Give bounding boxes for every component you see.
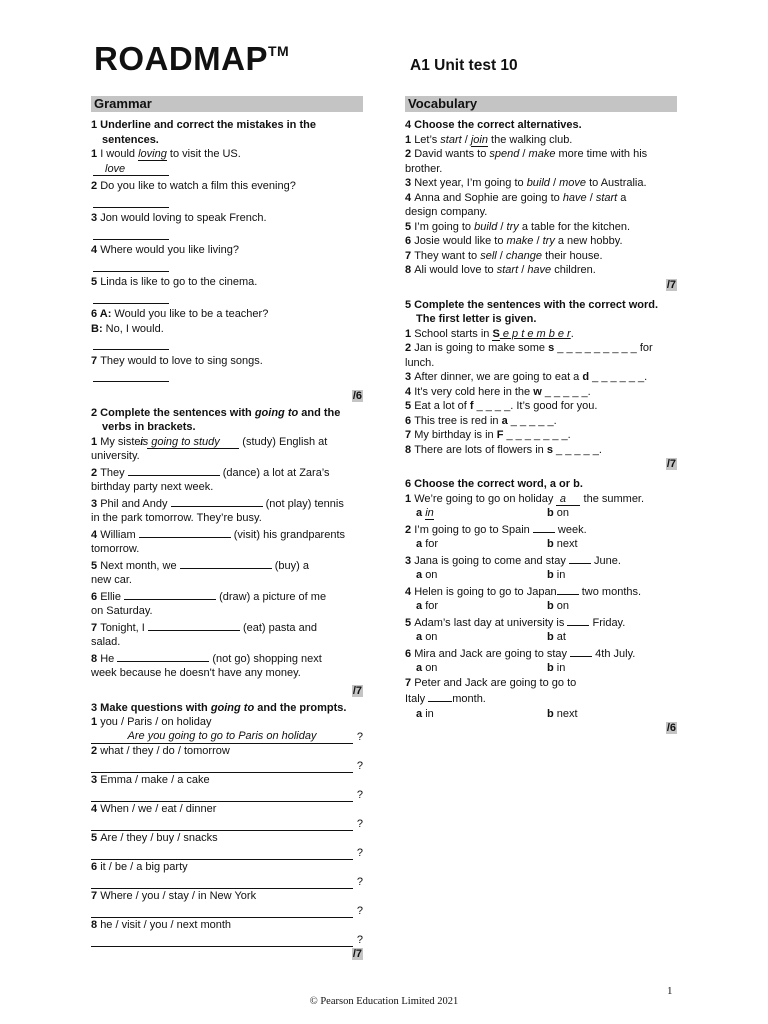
- exercise-6-item-cont: Italy month.: [405, 690, 677, 707]
- answer-blank: [93, 291, 169, 304]
- exercise-6-item: 7 Peter and Jack are going to go to: [405, 676, 577, 689]
- exercise-3-prompt: 7 Where / you / stay / in New York: [91, 890, 257, 902]
- option-b-label: b: [547, 507, 557, 519]
- answer-line: [91, 290, 363, 305]
- answer-line: [91, 226, 363, 241]
- options-row: [405, 630, 677, 645]
- option-b-text: next: [556, 707, 578, 720]
- item-number: 7: [91, 621, 101, 634]
- item-number: 2: [91, 466, 101, 479]
- exercise-1-title: 1 Underline and correct the mistakes in the sentences.: [91, 119, 316, 146]
- item-number: 1: [91, 435, 101, 448]
- fill-blank: [567, 614, 589, 626]
- fill-blank: [570, 645, 592, 657]
- exercise-4-item: 1 Let’s start / join the walking club.: [405, 133, 573, 146]
- answer-blank: [91, 817, 353, 831]
- answer-blank: [93, 369, 169, 382]
- fill-blank: [557, 583, 579, 595]
- option-b: [547, 568, 565, 583]
- exercise-4-item: 5 I’m going to build / try a table for the kitchen.: [405, 220, 631, 233]
- item-number: 4: [91, 244, 101, 256]
- exercise-1-item: [91, 147, 363, 176]
- exercise-4-item-cont: brother.: [405, 162, 443, 175]
- question-mark: ?: [356, 875, 363, 888]
- option-b-label: b: [547, 707, 557, 720]
- item-number: 1: [91, 716, 101, 728]
- first-letter: d: [582, 371, 590, 383]
- exercise-2-item: 6 Ellie (draw) a picture of me: [91, 588, 363, 605]
- item-number: 3: [91, 774, 101, 786]
- question-mark: ?: [356, 904, 363, 917]
- item-number: 3: [405, 554, 415, 567]
- exercise-2-item-cont: tomorrow.: [91, 543, 140, 555]
- fill-blank: [139, 526, 231, 538]
- answer-line: [91, 846, 363, 861]
- item-number: 8: [405, 443, 415, 456]
- first-letter: S: [492, 327, 500, 340]
- exercise-2-item-cont: on Saturday.: [91, 605, 153, 617]
- option-b-label: b: [547, 631, 557, 643]
- exercise-3-prompt: 8 he / visit / you / next month: [91, 919, 232, 931]
- item-number: 5: [91, 559, 101, 572]
- answer-line: [91, 258, 363, 273]
- exercise-5-item: 2 Jan is going to make some s _ _ _ _ _ _ _ _ _ for: [405, 342, 653, 354]
- answer-line: [91, 194, 363, 209]
- copyright-footer: © Pearson Education Limited 2021: [309, 996, 459, 1007]
- answer-line: [91, 336, 363, 351]
- question-mark: ?: [356, 846, 363, 859]
- option-b: [547, 537, 578, 552]
- alternative-b: make: [528, 148, 556, 160]
- answer-line: [91, 730, 363, 745]
- page-number: 1: [667, 985, 673, 997]
- exercise-1-item: [91, 243, 363, 272]
- fill-blank: [148, 619, 240, 631]
- first-letter: F: [496, 429, 504, 441]
- alternative-b: change: [505, 249, 543, 262]
- exercise-2-item-cont: university.: [91, 450, 140, 462]
- question-text: 2 Do you like to watch a film this evening?: [91, 180, 296, 192]
- exercise-4-item: 7 They want to sell / change their house.: [405, 249, 603, 262]
- roadmap-logo: ROADMAP™: [94, 40, 290, 77]
- alternative-b: move: [559, 177, 587, 189]
- option-a: [416, 707, 547, 722]
- item-number: 6: [405, 414, 415, 427]
- letter-blanks: _ _ _ _ _ _: [589, 371, 645, 383]
- fill-blank: [533, 521, 555, 533]
- answer-text: B: No, I would.: [91, 322, 164, 335]
- option-a: [416, 630, 547, 645]
- item-number: 3: [91, 497, 101, 510]
- exercise-4-item: 3 Next year, I’m going to build / move to Australia.: [405, 177, 647, 189]
- item-number: 2: [405, 342, 415, 354]
- option-b: [547, 661, 565, 676]
- option-b-text: on: [556, 507, 570, 519]
- question-text: 6 A: Would you like to be a teacher?: [91, 308, 269, 320]
- letter-blanks: _ _ _ _: [473, 400, 511, 412]
- exercise-4-item: 2 David wants to spend / make more time with his: [405, 148, 648, 160]
- exercise-2-item: 1 My sister is going to study (study) English at: [91, 435, 328, 448]
- exercise-2-item: 8 He (not go) shopping next: [91, 650, 363, 667]
- option-a-text: in: [425, 507, 434, 519]
- exercise-2-item-cont: week because he doesn't have any money.: [91, 667, 301, 679]
- item-number: 8: [91, 919, 101, 931]
- grammar-column: [91, 96, 363, 961]
- unit-title: A1 Unit test 10: [410, 57, 518, 74]
- alternative-a: make: [506, 235, 534, 247]
- exercise-6-item: 4 Helen is going to go to Japan two months.: [405, 583, 677, 600]
- exercise-1-item: [91, 179, 363, 208]
- item-number: 6: [91, 861, 101, 873]
- first-letter: f: [469, 400, 474, 412]
- item-number: 7: [91, 890, 101, 902]
- score-box: [405, 721, 677, 735]
- options-row: [405, 506, 677, 521]
- exercise-5-item: 8 There are lots of flowers in s _ _ _ _ _.: [405, 443, 602, 456]
- options-row: [405, 707, 677, 722]
- exercise-5-item: 1 School starts in S e p t e m b e r.: [405, 327, 574, 340]
- answer-blank: [91, 904, 353, 918]
- option-a-label: a: [416, 600, 426, 612]
- letter-blanks: _ _ _ _ _: [552, 443, 599, 456]
- exercise-1-item: [91, 211, 363, 240]
- first-letter: a: [501, 414, 508, 427]
- exercise-4-item: 8 Ali would love to start / have children.: [405, 264, 596, 276]
- option-a-text: on: [425, 662, 438, 674]
- option-a-text: for: [425, 538, 439, 550]
- exercise-4-item: 6 Josie would like to make / try a new hobby.: [405, 235, 623, 247]
- exercise-1-item: [91, 307, 363, 351]
- title-emphasis: going to: [210, 701, 255, 714]
- exercise-5-item: 4 It’s very cold here in the w _ _ _ _ _.: [405, 385, 591, 398]
- option-b-label: b: [547, 538, 557, 550]
- item-number: 1: [405, 327, 415, 340]
- option-a-label: a: [416, 662, 426, 674]
- alternative-a: build: [474, 220, 498, 233]
- answer-blank: [93, 195, 169, 208]
- item-number: 7: [405, 429, 415, 441]
- option-b-text: in: [556, 662, 566, 674]
- score-box: [405, 278, 677, 292]
- alternative-a: sell: [480, 249, 497, 262]
- exercise-3-prompt: 1 you / Paris / on holiday: [91, 716, 212, 728]
- fill-blank: [128, 464, 220, 476]
- answer-blank: [91, 875, 353, 889]
- option-b: [547, 506, 569, 521]
- alternative-a: spend: [489, 148, 520, 160]
- alternative-b: try: [506, 220, 519, 233]
- exercise-5-item-cont: lunch.: [405, 356, 435, 369]
- exercise-4-title: 4 Choose the correct alternatives.: [405, 119, 582, 131]
- exercise-2-item-cont: birthday party next week.: [91, 481, 214, 493]
- exercise-2-item-cont: in the park tomorrow. They’re busy.: [91, 512, 262, 524]
- question-text: 4 Where would you like living?: [91, 244, 239, 256]
- option-a-text: on: [425, 569, 438, 581]
- exercise-3-prompt: 2 what / they / do / tomorrow: [91, 745, 230, 757]
- item-number: 4: [405, 585, 415, 598]
- exercise-3-prompt: 4 When / we / eat / dinner: [91, 803, 217, 815]
- option-a: [416, 599, 547, 614]
- item-number: 8: [405, 264, 415, 276]
- fill-blank: [569, 552, 591, 564]
- item-number: 4: [405, 385, 415, 398]
- exercise-6-title: 6 Choose the correct word, a or b.: [405, 478, 583, 490]
- options-row: [405, 599, 677, 614]
- item-number: 5: [405, 616, 415, 629]
- item-number: 6: [91, 590, 101, 603]
- exercise-6-item: 2 I’m going to go to Spain week.: [405, 521, 677, 538]
- item-number: 3: [91, 212, 101, 224]
- option-a-label: a: [416, 538, 426, 550]
- question-text: 3 Jon would loving to speak French.: [91, 212, 267, 224]
- item-number: 2: [405, 148, 415, 160]
- question-text: 5 Linda is like to go to the cinema.: [91, 276, 258, 288]
- exercise-2-title: 2 Complete the sentences with going to and the verbs in brackets.: [91, 406, 341, 433]
- options-row: [405, 568, 677, 583]
- exercise-4-item: 4 Anna and Sophie are going to have / start a: [405, 191, 627, 204]
- letter-blanks: _ _ _ _ _ _ _: [503, 429, 568, 441]
- exercise-2-item-cont: salad.: [91, 636, 121, 648]
- answer-line: [91, 904, 363, 919]
- alternative-a: have: [562, 191, 587, 204]
- exercise-6-item: 5 Adam’s last day at university is Friday.: [405, 614, 677, 631]
- answer-blank: [93, 227, 169, 240]
- answer-blank: [91, 933, 353, 947]
- item-number: 1: [91, 148, 101, 160]
- options-row: [405, 537, 677, 552]
- option-b-label: b: [547, 662, 557, 674]
- alternative-b: have: [527, 264, 552, 276]
- answer-blank: [91, 846, 353, 860]
- score-box: [405, 457, 677, 471]
- answer-line: [91, 162, 363, 177]
- alternative-a: start: [496, 264, 519, 276]
- exercise-2-item: 7 Tonight, I (eat) pasta and: [91, 619, 363, 636]
- speaker-b: B:: [91, 322, 103, 335]
- exercise-3-title: 3 Make questions with going to and the prompts.: [91, 701, 347, 714]
- first-letter: s: [546, 443, 553, 456]
- question-mark: ?: [356, 817, 363, 830]
- alternative-b: join: [470, 133, 488, 146]
- fill-answer: a: [559, 492, 567, 505]
- question-text: 1 I would loving to visit the US.: [91, 148, 241, 160]
- item-number: 4: [405, 191, 415, 204]
- speaker-a: A:: [99, 308, 112, 320]
- question-mark: ?: [356, 730, 363, 743]
- item-number: 1: [405, 492, 415, 505]
- score-value: /7: [666, 278, 676, 291]
- exercise-6-item: 6 Mira and Jack are going to stay 4th July.: [405, 645, 677, 662]
- options-row: [405, 661, 677, 676]
- item-number: 3: [405, 177, 415, 189]
- option-a-label: a: [416, 707, 426, 720]
- score-box: [91, 389, 363, 403]
- option-a: [416, 661, 547, 676]
- exercise-2-item: 4 William (visit) his grandparents: [91, 526, 363, 543]
- item-number: 5: [405, 400, 415, 412]
- exercise-5-item: 5 Eat a lot of f _ _ _ _. It’s good for you.: [405, 400, 598, 412]
- alternative-a: start: [440, 133, 462, 146]
- fill-blank: [171, 495, 263, 507]
- exercise-3-prompt: 5 Are / they / buy / snacks: [91, 832, 218, 844]
- exercise-4-item-cont: design company.: [405, 206, 488, 218]
- option-a: [416, 537, 547, 552]
- score-value: /7: [352, 684, 362, 697]
- item-number: 2: [405, 523, 415, 536]
- fill-blank: [428, 690, 452, 702]
- item-number: 4: [91, 528, 101, 541]
- fill-blank: [124, 588, 216, 600]
- answer-line: [91, 933, 363, 948]
- answer-line: [91, 817, 363, 832]
- letter-blanks: _ _ _ _ _ _ _ _ _: [554, 342, 637, 354]
- option-b: [547, 599, 569, 614]
- score-box: [91, 947, 363, 961]
- exercise-2-item: 3 Phil and Andy (not play) tennis: [91, 495, 363, 512]
- question-mark: ?: [356, 933, 363, 946]
- exercise-1-item: [91, 275, 363, 304]
- section-header-grammar: Grammar: [91, 96, 363, 112]
- letter-blanks: _ _ _ _ _: [507, 414, 554, 427]
- title-emphasis: going to: [254, 406, 299, 419]
- item-number: 2: [91, 745, 101, 757]
- score-value: /6: [666, 722, 676, 734]
- item-number: 2: [91, 180, 101, 192]
- option-a-label: a: [416, 507, 426, 519]
- exercise-3-prompt: 6 it / be / a big party: [91, 861, 188, 873]
- answer-blank: [93, 259, 169, 272]
- answer-line: [91, 875, 363, 890]
- item-number: 5: [405, 220, 415, 233]
- alternative-a: build: [526, 177, 550, 189]
- exercise-3-prompt: 3 Emma / make / a cake: [91, 774, 210, 786]
- option-a-text: for: [425, 600, 439, 612]
- item-number: 6: [405, 235, 415, 247]
- score-value: /7: [666, 458, 676, 470]
- item-number: 6: [405, 647, 415, 660]
- option-b: [547, 707, 578, 722]
- option-a: [416, 506, 547, 521]
- item-number: 1: [405, 133, 415, 146]
- letter-blanks: e p t e m b e r: [499, 327, 571, 340]
- item-number: 7: [91, 354, 101, 367]
- exercise-6-item: 3 Jana is going to come and stay June.: [405, 552, 677, 569]
- option-b-text: at: [556, 631, 566, 643]
- answer-blank: [91, 759, 353, 773]
- option-a: [416, 568, 547, 583]
- option-b-label: b: [547, 569, 557, 581]
- question-mark: ?: [356, 759, 363, 772]
- option-b: [547, 630, 566, 645]
- alternative-b: try: [542, 235, 555, 247]
- answer-blank: [91, 788, 353, 802]
- answer-blank: Are you going to go to Paris on holiday: [91, 730, 353, 744]
- question-mark: ?: [356, 788, 363, 801]
- vocabulary-column: [405, 96, 677, 735]
- alternative-b: start: [595, 191, 618, 204]
- option-b-label: b: [547, 600, 557, 612]
- answer-line: [91, 759, 363, 774]
- fill-answer: is going to study: [140, 435, 220, 448]
- item-number: 5: [91, 276, 101, 288]
- exercise-5-item: 3 After dinner, we are going to eat a d _ _ _ _ _ _.: [405, 371, 648, 383]
- first-letter: s: [548, 342, 555, 354]
- first-letter: w: [533, 385, 542, 398]
- option-a-label: a: [416, 569, 426, 581]
- answer-line: [91, 368, 363, 383]
- exercise-1-item: [91, 354, 363, 383]
- option-a-text: in: [425, 707, 434, 720]
- fill-blank: [180, 557, 272, 569]
- item-number: 6: [91, 308, 100, 320]
- score-value: /7: [352, 948, 362, 960]
- question-text: 7 They would to love to sing songs.: [91, 354, 263, 367]
- score-box: [91, 684, 363, 698]
- exercise-5-title: 5 Complete the sentences with the correct word. The first letter is given.: [405, 298, 659, 325]
- score-value: /6: [352, 389, 362, 402]
- underlined-mistake: loving: [138, 148, 167, 160]
- section-header-vocabulary: Vocabulary: [405, 96, 677, 112]
- answer-blank: [93, 337, 169, 350]
- option-b-text: next: [556, 538, 578, 550]
- exercise-6-item: 1 We’re going to go on holiday a the summer.: [405, 492, 645, 505]
- item-number: 5: [91, 832, 101, 844]
- fill-blank: [140, 435, 239, 449]
- option-b-text: on: [556, 600, 570, 612]
- exercise-5-item: 6 This tree is red in a _ _ _ _ _.: [405, 414, 557, 427]
- fill-blank: [117, 650, 209, 662]
- item-number: 7: [405, 676, 415, 689]
- item-number: 7: [405, 249, 415, 262]
- answer-blank: love: [93, 163, 169, 176]
- item-number: 4: [91, 803, 101, 815]
- exercise-2-item-cont: new car.: [91, 574, 132, 586]
- option-a-label: a: [416, 631, 426, 643]
- letter-blanks: _ _ _ _ _: [541, 385, 588, 398]
- answer-line: [91, 788, 363, 803]
- exercise-2-item: 2 They (dance) a lot at Zara’s: [91, 464, 363, 481]
- exercise-2-item: 5 Next month, we (buy) a: [91, 557, 363, 574]
- option-b-text: in: [556, 569, 566, 581]
- fill-blank: [556, 494, 580, 506]
- option-a-text: on: [425, 631, 438, 643]
- item-number: 8: [91, 652, 101, 665]
- item-number: 3: [405, 371, 415, 383]
- exercise-5-item: 7 My birthday is in F _ _ _ _ _ _ _.: [405, 429, 571, 441]
